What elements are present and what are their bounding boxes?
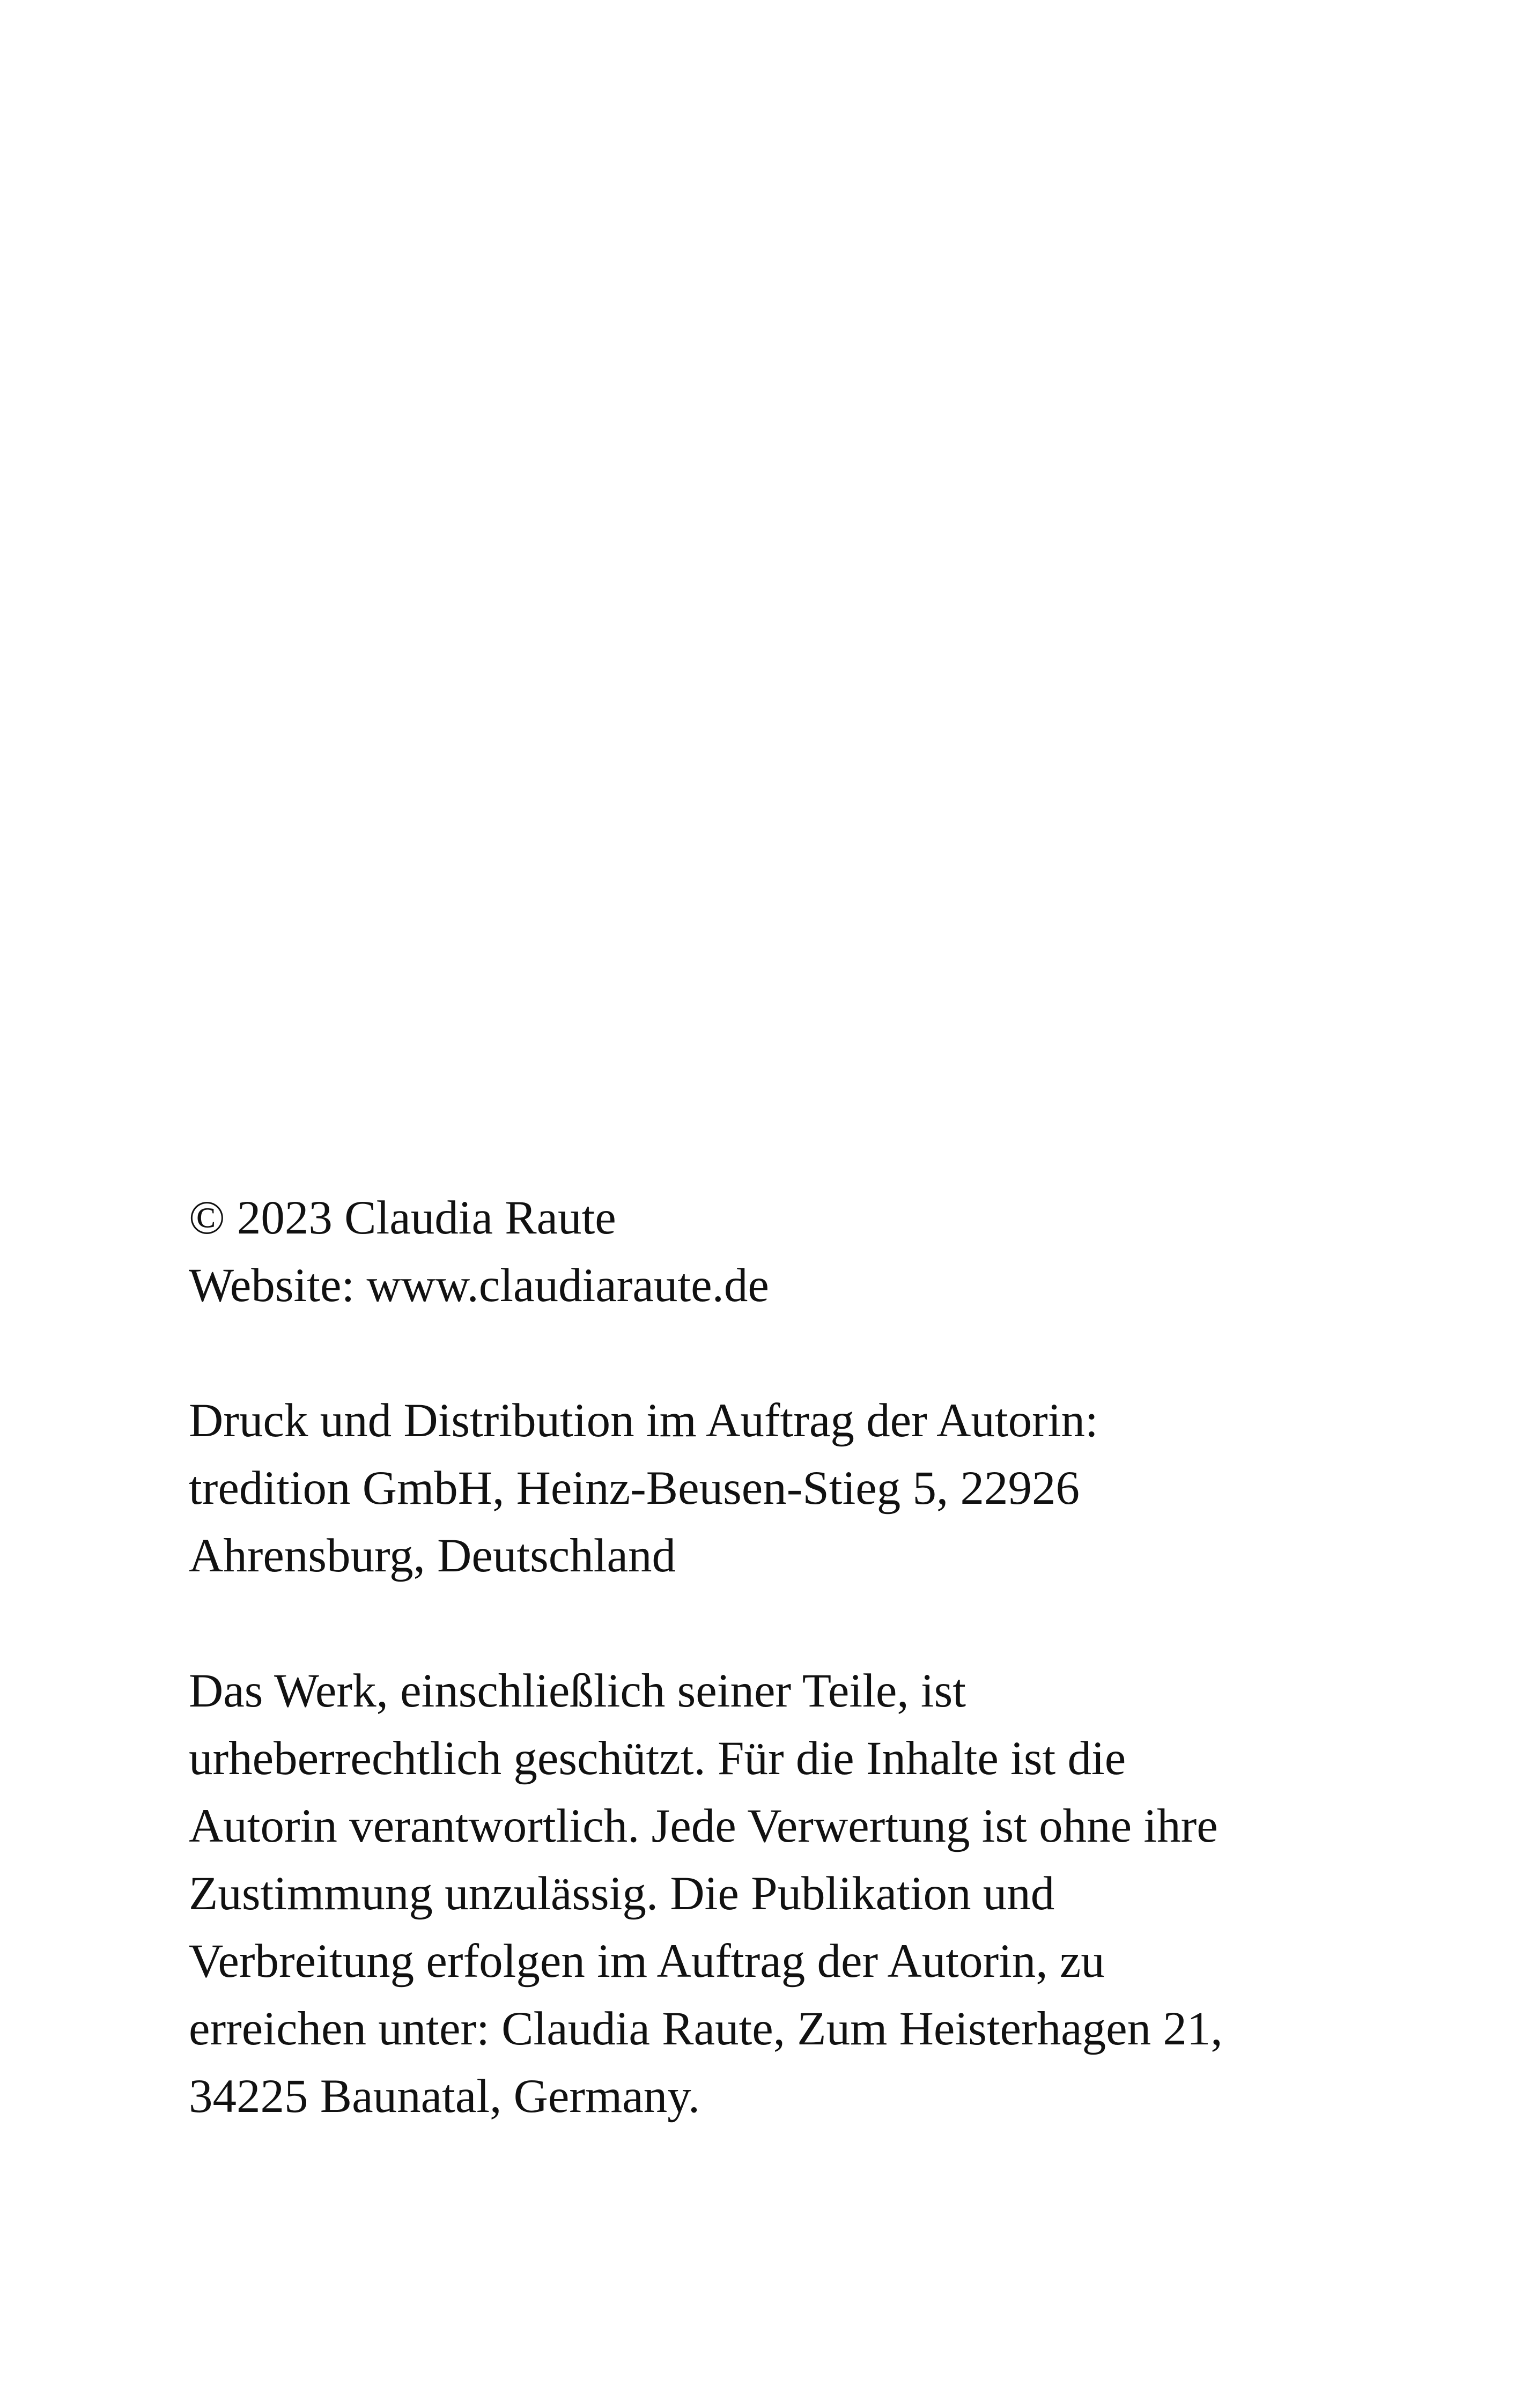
printing-line: Ahrensburg, Deutschland (189, 1530, 676, 1582)
printing-line: tredition GmbH, Heinz-Beusen-Stieg 5, 22926 (189, 1462, 1080, 1515)
printing-line: Druck und Distribution im Auftrag der Autorin: (189, 1394, 1098, 1447)
rights-line: Verbreitung erfolgen im Auftrag der Autorin, zu (189, 1935, 1105, 1988)
rights-line: erreichen unter: Claudia Raute, Zum Heisterhagen 21, (189, 2003, 1223, 2055)
rights-line: Das Werk, einschließlich seiner Teile, ist (189, 1665, 966, 1717)
website-line: Website: www.claudiaraute.de (189, 1259, 769, 1312)
rights-line: urheberrechtlich geschützt. Für die Inhalte ist die (189, 1732, 1126, 1785)
printing-block (189, 1387, 1337, 1590)
rights-line: Autorin verantwortlich. Jede Verwertung ist ohne ihre (189, 1800, 1218, 1852)
rights-line: Zustimmung unzulässig. Die Publikation und (189, 1867, 1055, 1920)
imprint-section (189, 1184, 1337, 2198)
copyright-block (189, 1184, 1337, 1319)
copyright-line: © 2023 Claudia Raute (189, 1192, 616, 1244)
rights-block (189, 1657, 1337, 2130)
rights-line: 34225 Baunatal, Germany. (189, 2070, 700, 2123)
